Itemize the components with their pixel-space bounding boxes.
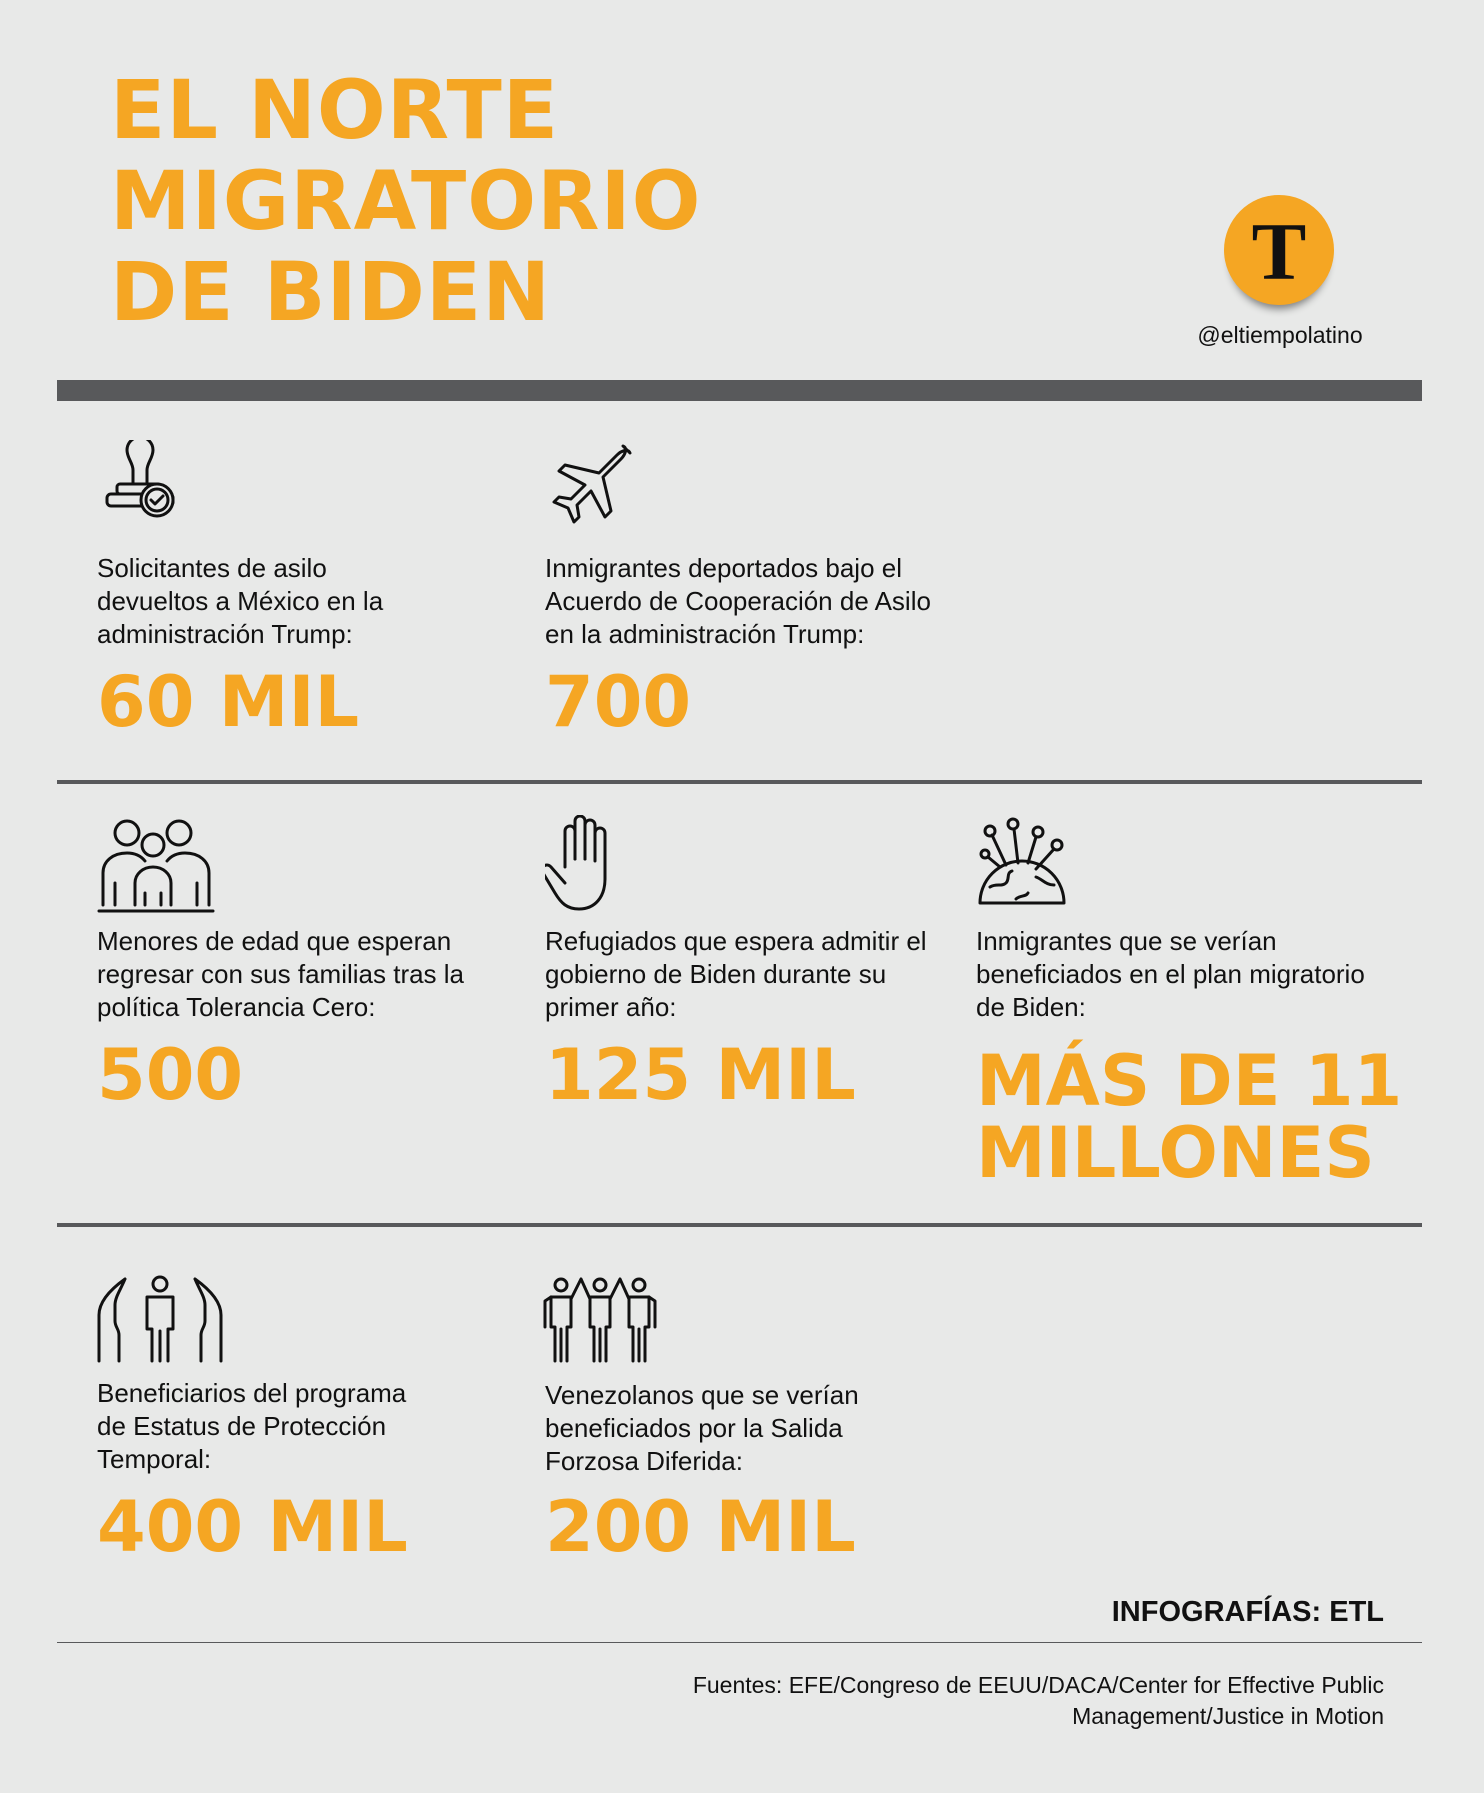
raised-hand-icon: [545, 815, 625, 915]
stat-label: Venezolanos que se verían beneficiados por la Salida Forzosa Diferida:: [545, 1380, 859, 1476]
stat-minors-zero-tolerance: [57, 815, 467, 1185]
stat-value: 700: [545, 661, 692, 743]
stat-value: 125 MIL: [545, 1034, 856, 1116]
sources-note: Fuentes: EFE/Congreso de EEUU/DACA/Center for Effective Public Management/Justice in Motion: [692, 1672, 1384, 1729]
stat-label: Beneficiarios del programa de Estatus de Protección Temporal:: [97, 1378, 407, 1474]
page-title: [110, 66, 701, 339]
stat-label: Inmigrantes que se verían beneficiados en el plan migratorio de Biden:: [976, 926, 1365, 1022]
stat-value: 200 MIL: [545, 1486, 856, 1568]
stat-value: MÁS DE 11 MILLONES: [976, 1040, 1403, 1194]
stamp-approved-icon: [97, 440, 187, 530]
stat-ded-venezuela: [505, 1275, 915, 1595]
globe-pins-icon: [976, 815, 1068, 907]
row-divider: [57, 1223, 1422, 1227]
family-icon: [97, 815, 215, 915]
airplane-icon: [545, 440, 635, 530]
title-line-2: MIGRATORIO: [110, 155, 702, 249]
title-line-3: DE BIDEN: [110, 246, 552, 340]
group-raised-hands-icon: [543, 1275, 657, 1365]
infographic-credit: INFOGRAFÍAS: ETL: [1111, 1596, 1384, 1628]
stat-label: Refugiados que espera admitir el gobierno de Biden durante su primer año:: [545, 926, 927, 1022]
header-divider: [57, 380, 1422, 401]
row-divider: [57, 780, 1422, 784]
brand-logo: [1224, 195, 1334, 305]
stat-tps: [57, 1275, 467, 1595]
stat-asylum-returned: [57, 440, 467, 760]
logo-letter: T: [1251, 206, 1307, 297]
footer-divider: [57, 1642, 1422, 1643]
stat-value: 60 MIL: [97, 661, 360, 743]
stat-value: 500: [97, 1034, 244, 1116]
stat-refugees: [505, 815, 927, 1185]
stat-label: Inmigrantes deportados bajo el Acuerdo de Cooperación de Asilo en la administración Trump:: [545, 553, 931, 649]
title-line-1: EL NORTE: [110, 64, 560, 158]
stat-value: 400 MIL: [97, 1486, 408, 1568]
stat-deported-acuerdo: [505, 440, 931, 760]
stat-label: Solicitantes de asilo devueltos a México en la administración Trump:: [97, 553, 384, 649]
social-handle: @eltiempolatino: [1197, 322, 1363, 348]
stat-label: Menores de edad que esperan regresar con sus familias tras la política Tolerancia Cero:: [97, 926, 465, 1022]
protected-person-icon: [95, 1275, 225, 1365]
stat-biden-plan: [936, 815, 1416, 1194]
